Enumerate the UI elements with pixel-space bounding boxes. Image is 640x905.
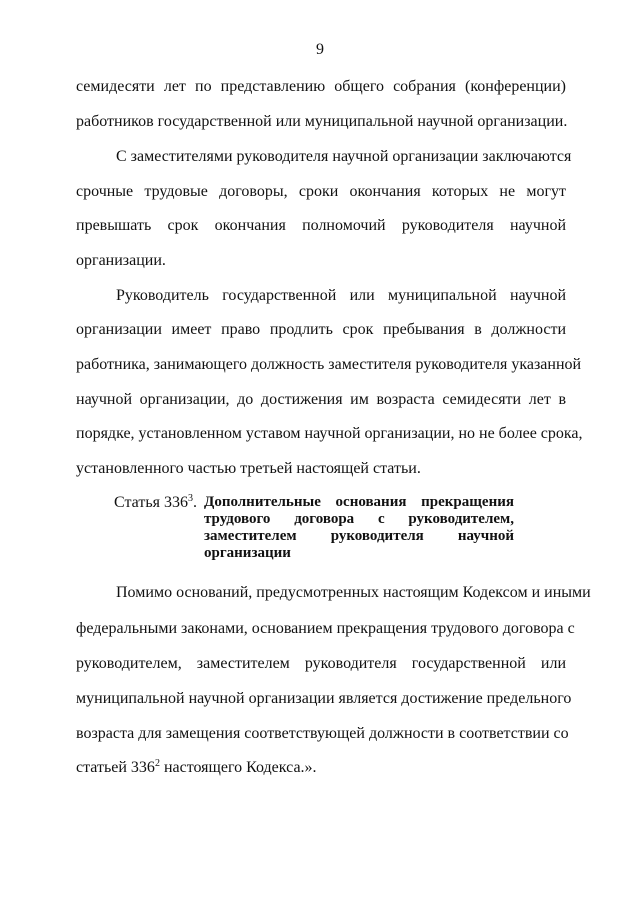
text-line: срочные трудовые договоры, сроки окончания которых не могут	[76, 183, 566, 200]
article-title-line: Дополнительные основания прекращения	[204, 494, 514, 510]
article-title-line: заместителем руководителя научной	[204, 528, 514, 544]
text-line: Помимо оснований, предусмотренных настоящим Кодексом и иными	[116, 584, 591, 601]
text-line: организации.	[76, 252, 166, 269]
article-label-suffix: .	[192, 494, 197, 511]
text-line: федеральными законами, основанием прекращения трудового договора с	[76, 620, 575, 637]
text-line: семидесяти лет по представлению общего собрания (конференции)	[76, 78, 566, 95]
text-line: руководителем, заместителем руководителя государственной или	[76, 655, 566, 672]
text-line: С заместителями руководителя научной организации заключаются	[116, 148, 572, 165]
final-line-superscript: 2	[154, 758, 160, 769]
final-text-line	[76, 758, 566, 778]
article-title-line: трудового договора с руководителем,	[204, 511, 514, 527]
text-line: порядке, установленном уставом научной организации, но не более срока,	[76, 425, 583, 442]
article-label	[114, 493, 197, 513]
text-line: научной организации, до достижения им возраста семидесяти лет в	[76, 391, 566, 408]
article-title-line: организации	[204, 545, 291, 561]
text-line: Руководитель государственной или муниципальной научной	[116, 287, 566, 304]
text-line: муниципальной научной организации является достижение предельного	[76, 690, 572, 707]
article-number: Статья 336	[114, 494, 188, 511]
final-line-before: статьей 336	[76, 759, 155, 776]
text-line: возраста для замещения соответствующей должности в соответствии со	[76, 725, 569, 742]
text-line: работника, занимающего должность заместителя руководителя указанной	[76, 356, 582, 373]
text-line: превышать срок окончания полномочий руководителя научной	[76, 217, 566, 234]
page-number: 9	[316, 41, 324, 58]
text-line: работников государственной или муниципальной научной организации.	[76, 113, 568, 130]
text-line: организации имеет право продлить срок пребывания в должности	[76, 321, 566, 338]
text-line: установленного частью третьей настоящей статьи.	[76, 460, 421, 477]
final-line-after: настоящего Кодекса.».	[159, 759, 317, 776]
article-superscript: 3	[187, 493, 193, 504]
